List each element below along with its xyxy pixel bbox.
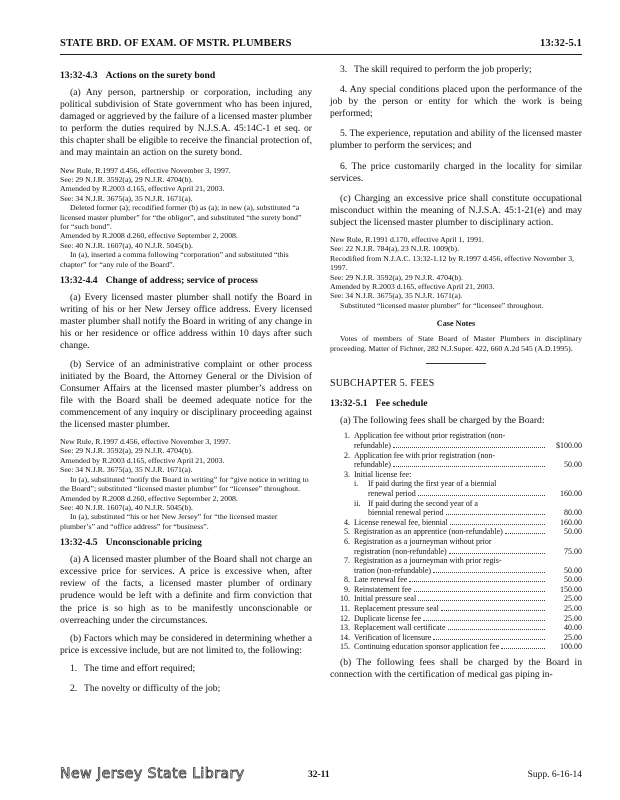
fee-description-final-line: Reinstatement fee [354, 584, 412, 594]
history-line: See: 40 N.J.R. 1607(a), 40 N.J.R. 5045(b). [60, 502, 193, 512]
history-note-4-3 [60, 166, 312, 269]
left-column [60, 64, 312, 703]
case-notes-title: Case Notes [436, 319, 476, 329]
fee-amount: 25.00 [564, 613, 582, 623]
fee-row [330, 499, 582, 518]
fee-description [354, 575, 546, 585]
list-item [330, 161, 582, 185]
history-line: Amended by R.2003 d.165, effective April 21, 2003. [330, 282, 495, 292]
dot-leader [501, 648, 545, 649]
fee-number: 12. [340, 613, 350, 623]
fee-description-final-line: Late renewal fee [354, 575, 408, 585]
dot-leader [393, 466, 545, 467]
paragraph-4-5-c: (c) Charging an excessive price shall constitute occupational misconduct within the meaning of N.J.S.A. 45:1-21(e) and may subject the licensed master plumber to disciplinary action. [330, 192, 582, 228]
fee-description [354, 479, 546, 498]
dot-leader [505, 533, 545, 534]
history-line: Amended by R.2003 d.165, effective April 21, 2003. [60, 455, 225, 465]
dot-leader [433, 639, 545, 640]
item-number: 2. [70, 682, 78, 694]
history-line: Amended by R.2008 d.260, effective September 2, 2008. [60, 231, 238, 241]
section-number: 13:32-4.4 [60, 275, 98, 287]
item-text: The skill required to perform the job properly; [354, 64, 532, 75]
history-line: See: 29 N.J.R. 3592(a), 29 N.J.R. 4704(b). [330, 272, 463, 282]
history-line: In (a), substituted “notify the Board in writing” for “give notice in writing to the Board”; substituted “licensed master plumber” for “licensee” throughout. [60, 474, 309, 494]
section-title: Change of address; service of process [105, 275, 258, 287]
header-section-range: 13:32-5.1 [539, 38, 582, 49]
fee-description [354, 451, 546, 470]
paragraph-5-1-a: (a) The following fees shall be charged by the Board: [340, 415, 545, 427]
history-line: See: 29 N.J.R. 3592(a), 29 N.J.R. 4704(b). [60, 174, 193, 184]
running-header [60, 38, 582, 54]
section-title: Fee schedule [375, 398, 428, 410]
dot-leader [448, 629, 545, 630]
fee-number: 9. [344, 584, 350, 594]
history-line: In (a), substituted “his or her New Jersey” for “the licensed master plumber’s” and “office address” for “business”. [60, 512, 278, 531]
item-number: 5. [340, 128, 348, 140]
item-text: The experience, reputation and ability of the licensed master plumber to perform the services; and [330, 128, 582, 152]
fee-row [330, 642, 582, 652]
library-watermark: New Jersey State Library [60, 766, 245, 782]
fee-amount: 160.00 [560, 517, 582, 527]
fee-description [354, 499, 546, 518]
fee-row [330, 451, 582, 470]
fee-amount: 50.00 [564, 460, 582, 470]
fee-schedule-table [330, 431, 582, 652]
fee-row [330, 594, 582, 604]
fee-amount: 80.00 [564, 508, 582, 518]
fee-description-line: Registration as a journeyman without prior [354, 536, 492, 546]
supplement-date: Supp. 6-16-14 [527, 770, 582, 780]
section-heading-5-1 [330, 398, 582, 410]
history-line: In (a), inserted a comma following “corporation” and substituted “this chapter” for “any rule of the Board”. [60, 250, 289, 269]
dot-leader [450, 524, 545, 525]
fee-number: 13. [340, 623, 350, 633]
list-item [330, 64, 582, 76]
item-number: 4. [340, 84, 348, 96]
fee-amount: 150.00 [560, 584, 582, 594]
item-number: 6. [340, 160, 348, 172]
fee-number: 5. [344, 527, 350, 537]
fee-description [354, 537, 546, 556]
fee-description-line: Application fee without prior registration (non- [354, 431, 506, 441]
history-line: New Rule, R.1997 d.456, effective November 3, 1997. [60, 437, 231, 447]
history-note-4-5 [330, 235, 582, 310]
fee-number: 2. [344, 450, 350, 460]
dot-leader [418, 600, 545, 601]
fee-description [354, 623, 546, 633]
subchapter-heading: SUBCHAPTER 5. FEES [330, 378, 435, 390]
fee-row [330, 518, 582, 528]
page-footer [60, 766, 582, 786]
list-item [330, 128, 582, 152]
fee-number [330, 499, 354, 518]
item-number: 1. [70, 662, 78, 674]
fee-description [354, 604, 546, 614]
fee-row [330, 614, 582, 624]
section-divider [426, 363, 486, 364]
history-line: See: 22 N.J.R. 784(a), 23 N.J.R. 1009(b). [330, 244, 460, 254]
fee-description-final-line: renewal period [368, 488, 416, 498]
history-line: Amended by R.2003 d.165, effective April 21, 2003. [60, 184, 225, 194]
section-title: Unconscionable pricing [105, 537, 202, 549]
fee-description-final-line: Verification of licensure [354, 632, 432, 642]
fee-description-final-line: Initial license fee: [354, 469, 412, 479]
fee-description-line: If paid during the first year of a biennial [368, 479, 497, 489]
history-note-4-4 [60, 437, 312, 531]
fee-amount: 100.00 [560, 642, 582, 652]
item-text: The novelty or difficulty of the job; [84, 682, 221, 694]
history-line: Substituted “licensed master plumber” for “licensee” throughout. [340, 300, 544, 310]
fee-row [330, 556, 582, 575]
fee-row [330, 470, 582, 480]
fee-amount [546, 470, 582, 480]
header-title: STATE BRD. OF EXAM. OF MSTR. PLUMBERS [60, 38, 292, 49]
paragraph-4-5-a: (a) A licensed master plumber of the Board shall not charge an excessive price for services. A price is excessive when, after review of the facts, a licensed master plumber of ordinary prudence would be left with a definite and firm conviction that the price is so high as to be manifestly unconscionable or overreaching under the circumstances. [60, 554, 312, 626]
fee-description [354, 633, 546, 643]
page-number: 32-11 [308, 770, 330, 780]
list-item [330, 84, 582, 120]
item-number: 3. [340, 64, 348, 75]
fee-number: 14. [340, 632, 350, 642]
fee-description-final-line: Replacement wall certificate [354, 623, 446, 633]
fee-amount: 25.00 [564, 632, 582, 642]
history-line: See: 34 N.J.R. 3675(a), 35 N.J.R. 1671(a). [60, 193, 193, 203]
history-line: See: 29 N.J.R. 3592(a), 29 N.J.R. 4704(b). [60, 446, 193, 456]
section-number: 13:32-5.1 [330, 398, 368, 410]
fee-row [330, 585, 582, 595]
fee-row [330, 623, 582, 633]
fee-number: 11. [340, 604, 350, 614]
section-title: Actions on the surety bond [105, 70, 216, 81]
fee-description-final-line: Duplicate license fee [354, 613, 422, 623]
fee-description-final-line: Initial pressure seal [354, 594, 417, 604]
fee-description [354, 556, 546, 575]
fee-number: 6. [344, 536, 350, 546]
dot-leader [414, 591, 545, 592]
fee-number: 8. [344, 575, 350, 585]
fee-description-final-line: refundable) [354, 460, 391, 470]
fee-description-final-line: Replacement pressure seal [354, 604, 439, 614]
fee-description-line: Application fee with prior registration (non- [354, 450, 496, 460]
item-text: Any special conditions placed upon the performance of the job by the person or entity for which the work is being performed; [330, 84, 582, 120]
fee-amount: 160.00 [560, 488, 582, 498]
history-line: Deleted former (a); recodified former (b) as (a); in new (a), substituted “a licensed master plumber” for “the obligor”, and substituted “the surety bond” for “such bond”. [60, 203, 302, 231]
section-heading-4-5 [60, 537, 312, 549]
fee-description-final-line: Registration as an apprentice (non-refundable) [354, 527, 503, 537]
fee-description [354, 470, 546, 480]
history-line: Amended by R.2008 d.260, effective September 2, 2008. [60, 493, 238, 503]
history-line: See: 40 N.J.R. 1607(a), 40 N.J.R. 5045(b). [60, 240, 193, 250]
fee-number: 1. [344, 431, 350, 441]
fee-description-line: If paid during the second year of a [368, 498, 478, 508]
dot-leader [446, 514, 545, 515]
dot-leader [449, 553, 545, 554]
paragraph-4-3-a: (a) Any person, partnership or corporation, including any political subdivision of State government who has been injured, damaged or aggrieved by the failure of a licensed master plumber to perform the duties required by N.J.S.A. 45:14C-1 et seq. or this chapter shall be eligible to receive the financial protection of, and may maintain an action on the surety bond. [60, 87, 312, 159]
fee-description [354, 431, 546, 450]
history-line: See: 34 N.J.R. 3675(a), 35 N.J.R. 1671(a). [330, 291, 463, 301]
fee-amount: 25.00 [564, 594, 582, 604]
history-line: See: 34 N.J.R. 3675(a), 35 N.J.R. 1671(a). [60, 465, 193, 475]
fee-subitem-label: ii. [354, 498, 361, 508]
fee-amount: 50.00 [564, 575, 582, 585]
history-line: Recodified from N.J.A.C. 13:32-1.12 by R.1997 d.456, effective November 3, 1997. [330, 253, 575, 273]
dot-leader [423, 620, 545, 621]
fee-description [354, 614, 546, 624]
dot-leader [418, 495, 545, 496]
paragraph-4-4-b: (b) Service of an administrative complaint or other process initiated by the Board, the Attorney General or the Division of Consumer Affairs at the licensed master plumber’s address on file with the Board shall be deemed adequate notice for the commencement of any inquiry or disciplinary proceeding against the licensed master plumber. [60, 358, 312, 430]
paragraph-5-1-b: (b) The following fees shall be charged by the Board in connection with the certification of medical gas piping in- [330, 657, 582, 681]
fee-number: 4. [344, 517, 350, 527]
dot-leader [409, 581, 545, 582]
dot-leader [393, 447, 545, 448]
fee-description [354, 527, 546, 537]
fee-row [330, 633, 582, 643]
section-heading-4-3 [60, 70, 312, 82]
fee-description-final-line: Continuing education sponsor application fee [354, 642, 500, 652]
fee-row [330, 479, 582, 498]
list-item [60, 663, 312, 675]
fee-amount: $100.00 [556, 440, 582, 450]
fee-description [354, 594, 546, 604]
list-item [60, 683, 312, 695]
fee-description-final-line: License renewal fee, biennial [354, 517, 448, 527]
section-heading-4-4 [60, 275, 312, 287]
fee-description-final-line: biennial renewal period [368, 508, 444, 518]
fee-row [330, 537, 582, 556]
fee-description-line: Registration as a journeyman with prior regis- [354, 556, 502, 566]
fee-description [354, 585, 546, 595]
case-notes-body: Votes of members of State Board of Master Plumbers in disciplinary proceeding. Matter of Fichner, 282 N.J.Super. 422, 660 A.2d 545 (A.D.1995). [330, 334, 582, 353]
fee-amount: 40.00 [564, 623, 582, 633]
fee-row [330, 431, 582, 450]
right-column [330, 64, 582, 687]
item-text: The price customarily charged in the locality for similar services. [330, 160, 582, 184]
fee-amount: 50.00 [564, 527, 582, 537]
fee-description-final-line: tration (non-refundable) [354, 565, 432, 575]
header-rule [60, 54, 582, 55]
history-line: New Rule, R.1997 d.456, effective November 3, 1997. [60, 165, 231, 175]
fee-description [354, 518, 546, 528]
fee-row [330, 575, 582, 585]
fee-description-final-line: refundable) [354, 440, 391, 450]
section-number: 13:32-4.3 [60, 70, 98, 81]
history-line: New Rule, R.1991 d.170, effective April 1, 1991. [330, 235, 484, 245]
fee-amount: 50.00 [564, 565, 582, 575]
fee-subitem-label: i. [354, 479, 359, 489]
fee-number [330, 479, 354, 498]
fee-number: 3. [344, 469, 350, 479]
dot-leader [441, 610, 545, 611]
fee-row [330, 527, 582, 537]
paragraph-4-4-a: (a) Every licensed master plumber shall notify the Board in writing of his or her New Jersey office address. Every licensed master plumber shall notify the Board in writing of any change in his or her residence or office address within 10 days after such change. [60, 292, 312, 352]
fee-description [354, 642, 546, 652]
section-number: 13:32-4.5 [60, 537, 98, 549]
fee-amount: 75.00 [564, 546, 582, 556]
item-text: The time and effort required; [84, 662, 196, 674]
fee-description-final-line: registration (non-refundable) [354, 546, 447, 556]
dot-leader [433, 572, 545, 573]
fee-number: 15. [340, 642, 350, 652]
fee-number: 7. [344, 556, 350, 566]
paragraph-4-5-b: (b) Factors which may be considered in determining whether a price is excessive include, but are not limited to, the following: [60, 632, 312, 656]
fee-row [330, 604, 582, 614]
fee-number: 10. [340, 594, 350, 604]
fee-amount: 25.00 [564, 604, 582, 614]
